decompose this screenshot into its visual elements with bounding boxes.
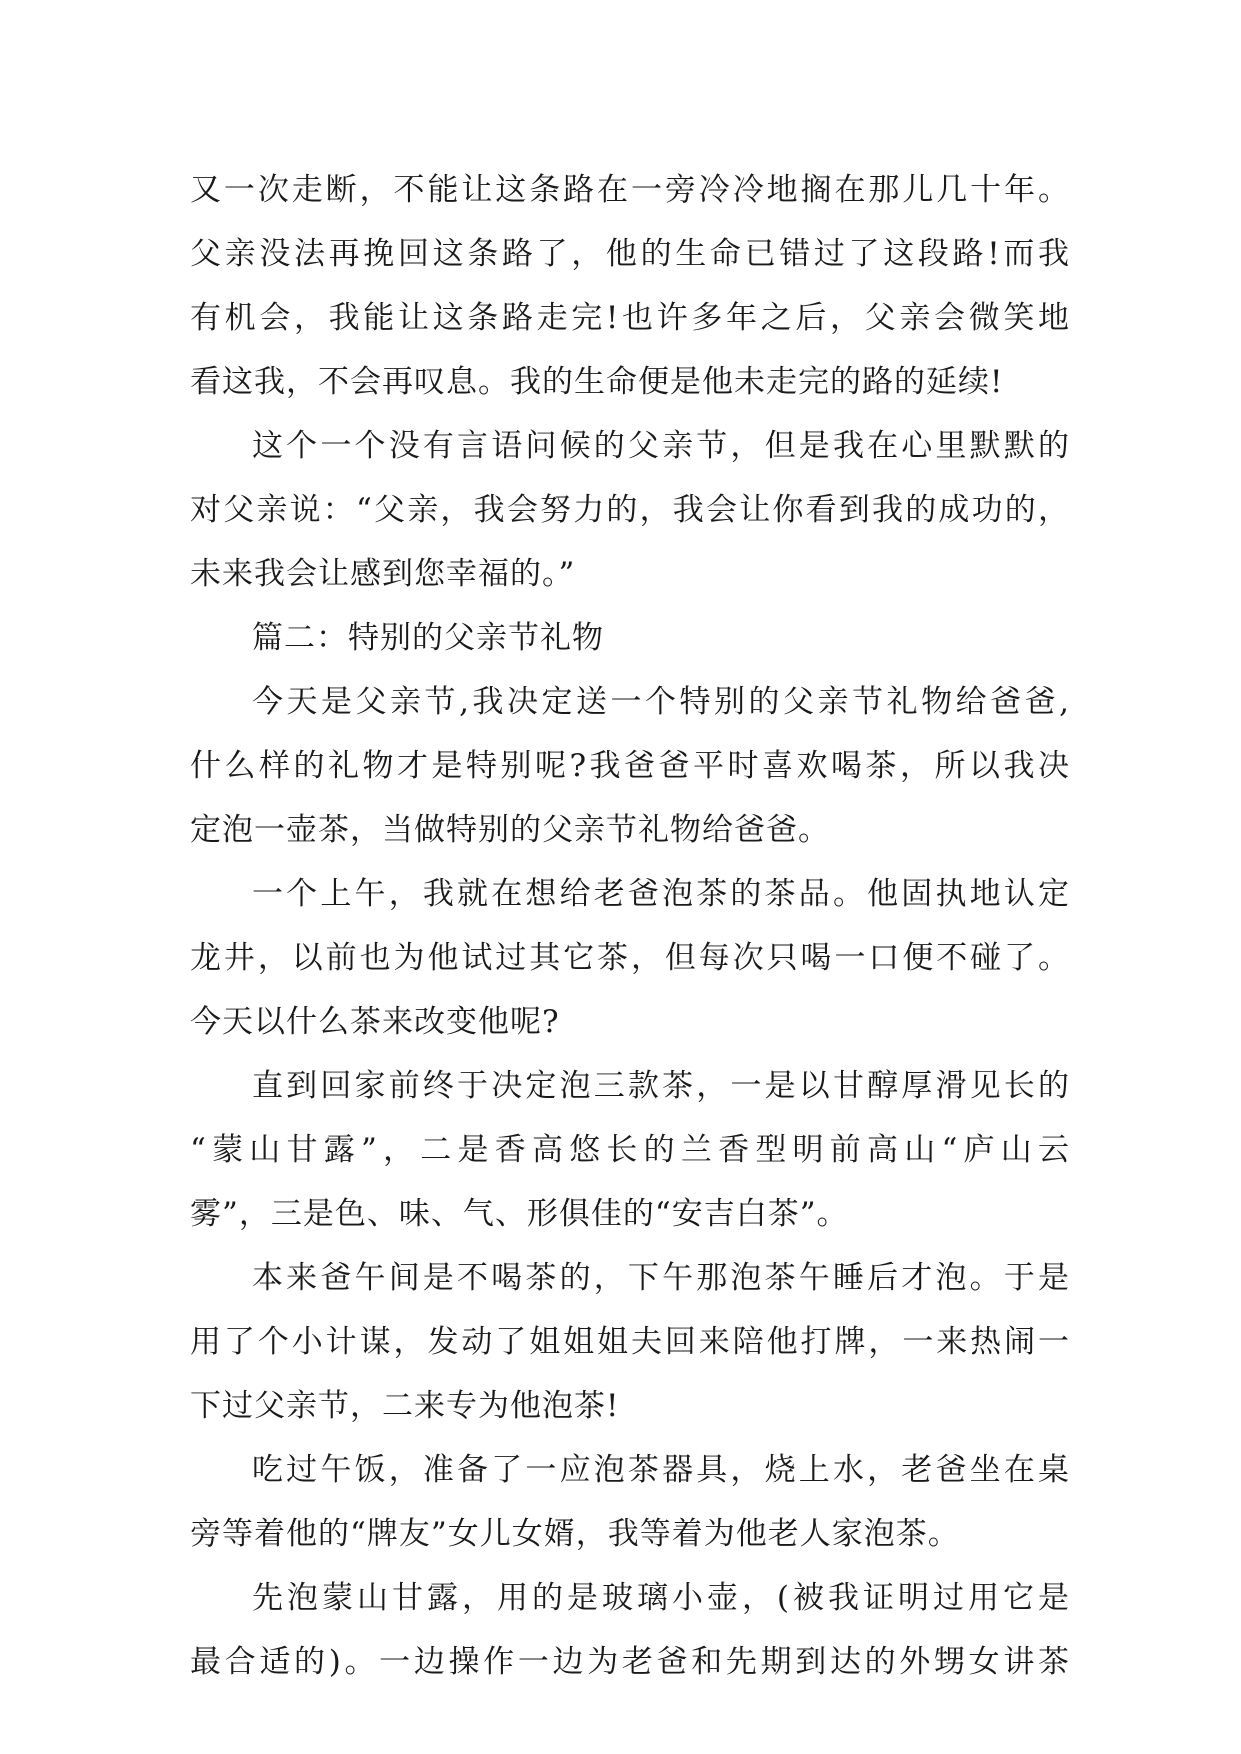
text-line: 下过父亲节，二来专为他泡茶!	[190, 1388, 620, 1424]
document-body	[190, 158, 1070, 1694]
text-line: 龙井，以前也为他试过其它茶，但每次只喝一口便不碰了。	[190, 940, 1070, 976]
text-line: 篇二：特别的父亲节礼物	[252, 620, 604, 656]
text-line: 雾”，三是色、味、气、形俱佳的“安吉白茶”。	[190, 1196, 849, 1232]
text-line: “蒙山甘露”，二是香高悠长的兰香型明前高山“庐山云	[190, 1132, 1070, 1168]
text-line: 今天以什么茶来改变他呢?	[190, 1004, 560, 1040]
text-line: 有机会，我能让这条路走完!也许多年之后，父亲会微笑地	[190, 300, 1070, 336]
text-line: 先泡蒙山甘露，用的是玻璃小壶，(被我证明过用它是	[252, 1580, 1070, 1616]
text-line: 看这我，不会再叹息。我的生命便是他未走完的路的延续!	[190, 364, 1004, 400]
text-line: 本来爸午间是不喝茶的，下午那泡茶午睡后才泡。于是	[252, 1260, 1070, 1296]
text-line: 又一次走断，不能让这条路在一旁冷冷地搁在那儿几十年。	[190, 172, 1070, 208]
text-line: 未来我会让感到您幸福的。”	[190, 556, 576, 592]
text-line: 今天是父亲节,我决定送一个特别的父亲节礼物给爸爸,	[252, 684, 1070, 720]
text-line: 最合适的)。一边操作一边为老爸和先期到达的外甥女讲茶	[190, 1644, 1070, 1680]
text-line: 直到回家前终于决定泡三款茶，一是以甘醇厚滑见长的	[252, 1068, 1070, 1104]
text-line: 这个一个没有言语问候的父亲节，但是我在心里默默的	[252, 428, 1070, 464]
text-line: 什么样的礼物才是特别呢?我爸爸平时喜欢喝茶，所以我决	[190, 748, 1070, 784]
text-line: 对父亲说：“父亲，我会努力的，我会让你看到我的成功的，	[190, 492, 1070, 528]
text-line: 用了个小计谋，发动了姐姐姐夫回来陪他打牌，一来热闹一	[190, 1324, 1070, 1360]
text-line: 旁等着他的“牌友”女儿女婿，我等着为他老人家泡茶。	[190, 1516, 960, 1552]
text-line: 定泡一壶茶，当做特别的父亲节礼物给爸爸。	[190, 812, 830, 848]
text-line: 父亲没法再挽回这条路了，他的生命已错过了这段路!而我	[190, 236, 1070, 272]
text-line: 吃过午饭，准备了一应泡茶器具，烧上水，老爸坐在桌	[252, 1452, 1070, 1488]
text-line: 一个上午，我就在想给老爸泡茶的茶品。他固执地认定	[252, 876, 1070, 912]
